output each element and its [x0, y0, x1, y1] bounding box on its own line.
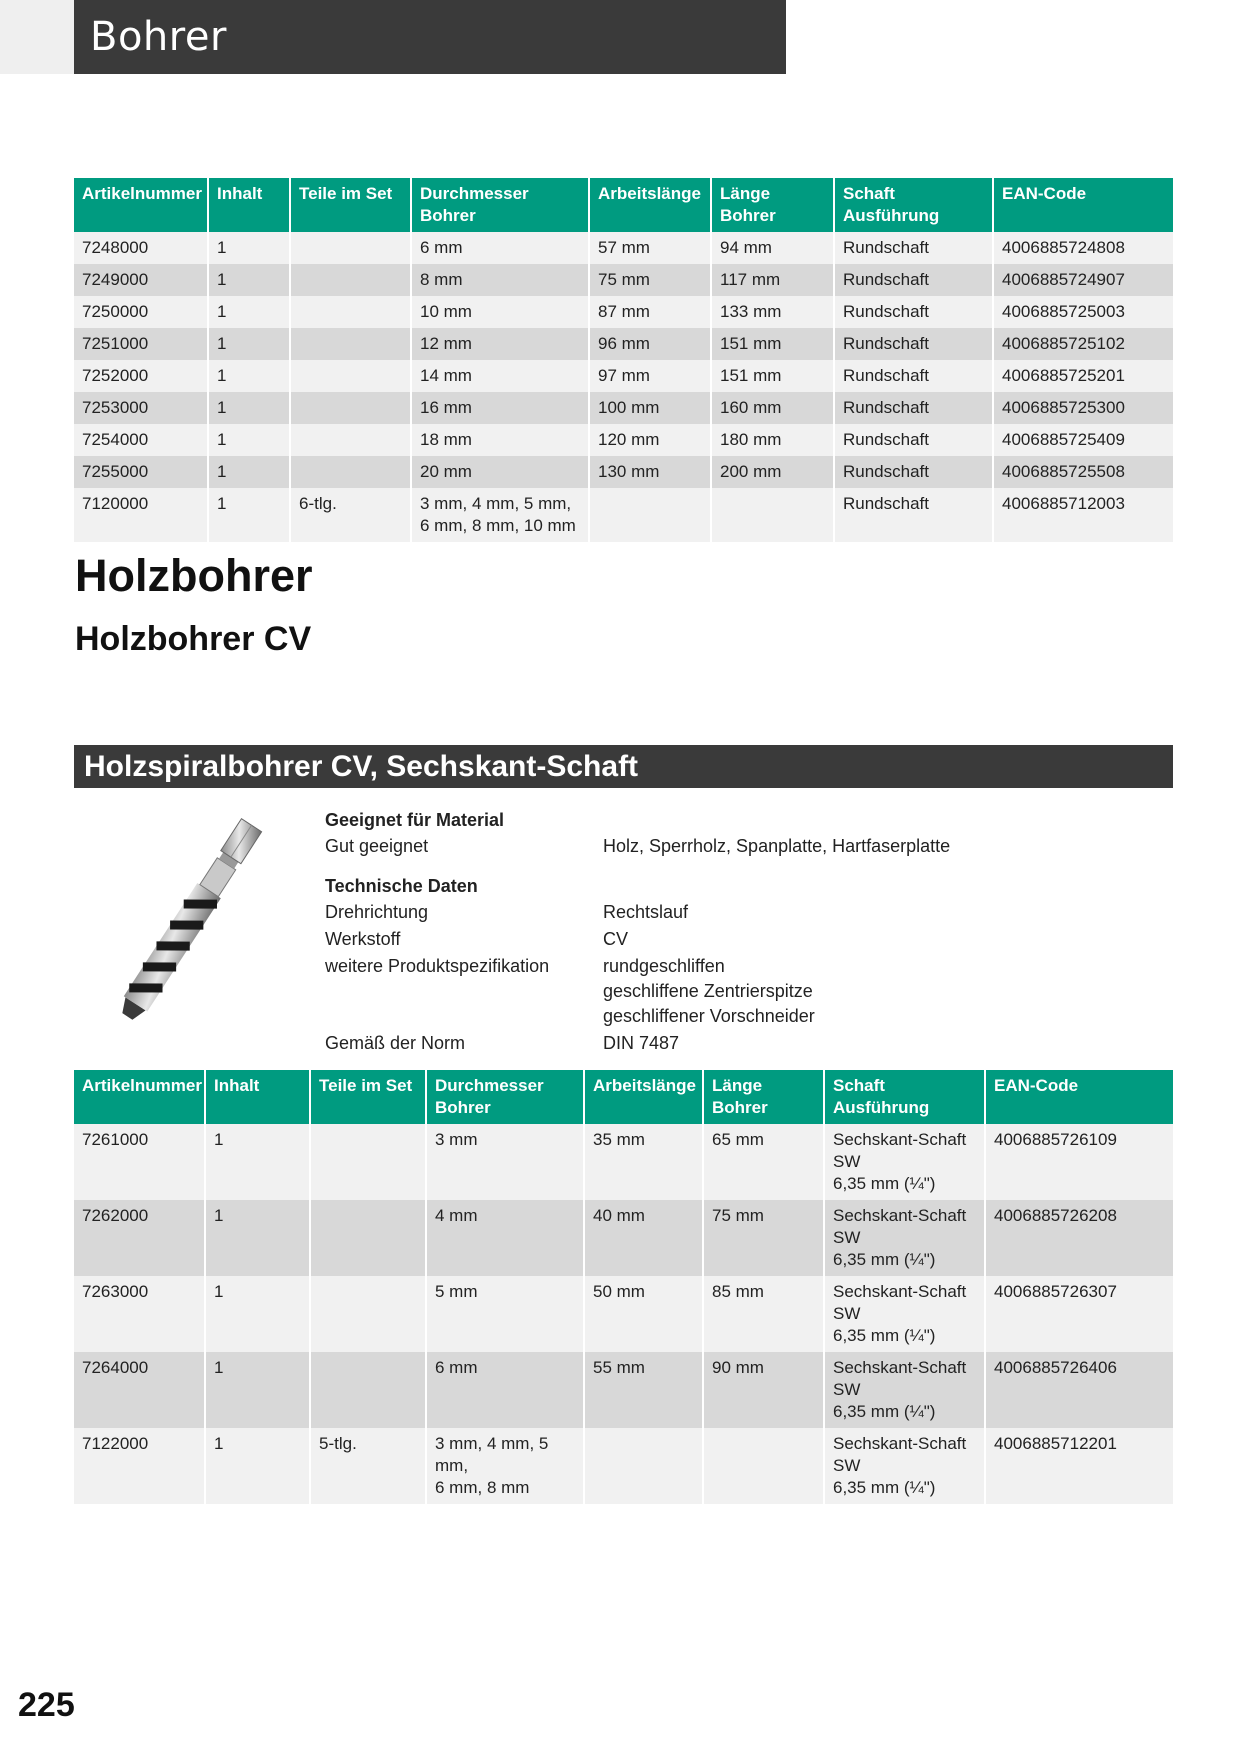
table-cell: 6 mm	[411, 232, 589, 264]
table-cell: 75 mm	[703, 1200, 824, 1276]
table-cell: 151 mm	[711, 360, 834, 392]
table-cell: 96 mm	[589, 328, 711, 360]
table-cell: 1	[208, 392, 290, 424]
table-cell: 4006885724907	[993, 264, 1173, 296]
spec-value: rundgeschliffen	[603, 956, 725, 976]
table-cell: 4 mm	[426, 1200, 584, 1276]
column-header: Länge Bohrer	[711, 178, 834, 232]
table-cell: 75 mm	[589, 264, 711, 296]
table-cell: Sechskant-Schaft SW 6,35 mm (¼")	[824, 1352, 985, 1428]
table-cell: 1	[205, 1200, 310, 1276]
table-cell: 160 mm	[711, 392, 834, 424]
table-cell: 200 mm	[711, 456, 834, 488]
table-cell: 180 mm	[711, 424, 834, 456]
table-cell: 97 mm	[589, 360, 711, 392]
table-cell: 120 mm	[589, 424, 711, 456]
column-header: EAN-Code	[993, 178, 1173, 232]
table-cell: 1	[205, 1276, 310, 1352]
table-cell: 7120000	[74, 488, 208, 542]
table-cell: 4006885726406	[985, 1352, 1173, 1428]
table-cell: 5-tlg.	[310, 1428, 426, 1504]
table-cell	[310, 1200, 426, 1276]
table-cell: Sechskant-Schaft SW 6,35 mm (¼")	[824, 1428, 985, 1504]
product-table-holzspiralbohrer	[74, 1070, 1173, 1504]
spec-value: geschliffene Zentrierspitze	[603, 981, 813, 1001]
table-cell: 7248000	[74, 232, 208, 264]
table-cell: 151 mm	[711, 328, 834, 360]
product-section-title: Holzspiralbohrer CV, Sechskant-Schaft	[74, 745, 1173, 788]
table-cell: 1	[208, 232, 290, 264]
table-cell: 16 mm	[411, 392, 589, 424]
table-cell	[589, 488, 711, 542]
table-row	[74, 1428, 1173, 1504]
column-header: Schaft Ausführung	[824, 1070, 985, 1124]
table-cell: 57 mm	[589, 232, 711, 264]
table-cell: 85 mm	[703, 1276, 824, 1352]
column-header: Arbeitslänge	[584, 1070, 703, 1124]
table-cell: 65 mm	[703, 1124, 824, 1200]
table-cell	[711, 488, 834, 542]
table-cell: 7252000	[74, 360, 208, 392]
table-cell: 7253000	[74, 392, 208, 424]
table-row	[74, 232, 1173, 264]
table-cell	[290, 264, 411, 296]
table-cell: Rundschaft	[834, 328, 993, 360]
table-cell: 4006885725201	[993, 360, 1173, 392]
table-cell: Rundschaft	[834, 488, 993, 542]
table-row	[74, 264, 1173, 296]
table-cell: 14 mm	[411, 360, 589, 392]
drill-bit-image	[70, 800, 310, 1040]
table-cell: 4006885726109	[985, 1124, 1173, 1200]
table-cell: Sechskant-Schaft SW 6,35 mm (¼")	[824, 1276, 985, 1352]
table-cell: Rundschaft	[834, 392, 993, 424]
table-cell: Rundschaft	[834, 232, 993, 264]
product-table-bohrer	[74, 178, 1173, 542]
table-row	[74, 1124, 1173, 1200]
table-row	[74, 360, 1173, 392]
table-cell: 4006885712201	[985, 1428, 1173, 1504]
table-row	[74, 328, 1173, 360]
table-cell: 7255000	[74, 456, 208, 488]
table-cell: 1	[208, 328, 290, 360]
column-header: Schaft Ausführung	[834, 178, 993, 232]
table-header-row	[74, 1070, 1173, 1124]
table-cell: 10 mm	[411, 296, 589, 328]
table-cell	[310, 1352, 426, 1428]
table-cell	[290, 328, 411, 360]
column-header: Durchmesser Bohrer	[426, 1070, 584, 1124]
table-row	[74, 488, 1173, 542]
table-cell: 4006885725102	[993, 328, 1173, 360]
table-cell: 1	[205, 1428, 310, 1504]
column-header: Artikelnummer	[74, 178, 208, 232]
table-cell: 6-tlg.	[290, 488, 411, 542]
table-cell: 90 mm	[703, 1352, 824, 1428]
table-cell: 1	[208, 264, 290, 296]
table-row	[74, 296, 1173, 328]
table-cell: 8 mm	[411, 264, 589, 296]
table-cell: 1	[208, 488, 290, 542]
spec-value: CV	[603, 929, 629, 949]
table-cell: 5 mm	[426, 1276, 584, 1352]
page-number: 225	[18, 1686, 75, 1724]
table-cell: 7254000	[74, 424, 208, 456]
table-cell: 4006885725409	[993, 424, 1173, 456]
table-cell	[290, 424, 411, 456]
table-cell: 7250000	[74, 296, 208, 328]
spec-value: Holz, Sperrholz, Spanplatte, Hartfaserplatte	[603, 836, 951, 856]
column-header: Länge Bohrer	[703, 1070, 824, 1124]
spec-label: weitere Produktspezifikation	[325, 956, 550, 976]
table-cell	[290, 392, 411, 424]
table-cell	[310, 1276, 426, 1352]
table-cell: 1	[205, 1352, 310, 1428]
table-cell	[290, 296, 411, 328]
table-cell: 7264000	[74, 1352, 205, 1428]
table-cell	[310, 1124, 426, 1200]
table-cell: 35 mm	[584, 1124, 703, 1200]
spec-label: Gemäß der Norm	[325, 1033, 466, 1053]
table-cell: 1	[205, 1124, 310, 1200]
table-cell: 1	[208, 360, 290, 392]
table-cell: 4006885725003	[993, 296, 1173, 328]
table-row	[74, 1352, 1173, 1428]
section-heading: Holzbohrer	[75, 550, 313, 601]
table-cell: 3 mm, 4 mm, 5 mm, 6 mm, 8 mm	[426, 1428, 584, 1504]
table-cell: 18 mm	[411, 424, 589, 456]
spec-label: Drehrichtung	[325, 902, 429, 922]
table-cell: Rundschaft	[834, 264, 993, 296]
spec-value: DIN 7487	[603, 1033, 680, 1053]
table-cell: 1	[208, 424, 290, 456]
spec-value: geschliffener Vorschneider	[603, 1006, 815, 1026]
table-cell: 130 mm	[589, 456, 711, 488]
spec-material-heading: Geeignet für Material	[325, 810, 505, 830]
column-header: Inhalt	[208, 178, 290, 232]
table-cell: 7251000	[74, 328, 208, 360]
table-cell: Sechskant-Schaft SW 6,35 mm (¼")	[824, 1200, 985, 1276]
table-cell: 4006885712003	[993, 488, 1173, 542]
column-header: Teile im Set	[310, 1070, 426, 1124]
table-cell: 4006885726307	[985, 1276, 1173, 1352]
table-row	[74, 456, 1173, 488]
table-cell: 94 mm	[711, 232, 834, 264]
subsection-heading: Holzbohrer CV	[75, 620, 312, 658]
spec-label: Werkstoff	[325, 929, 401, 949]
table-row	[74, 1276, 1173, 1352]
table-cell: 4006885724808	[993, 232, 1173, 264]
table-cell	[584, 1428, 703, 1504]
column-header: Arbeitslänge	[589, 178, 711, 232]
table-cell: Sechskant-Schaft SW 6,35 mm (¼")	[824, 1124, 985, 1200]
table-cell: 12 mm	[411, 328, 589, 360]
table-cell: Rundschaft	[834, 456, 993, 488]
column-header: Inhalt	[205, 1070, 310, 1124]
table-cell: 3 mm	[426, 1124, 584, 1200]
spec-tech-heading: Technische Daten	[325, 876, 478, 896]
table-cell: 4006885725300	[993, 392, 1173, 424]
table-cell: 117 mm	[711, 264, 834, 296]
table-cell: 133 mm	[711, 296, 834, 328]
spec-value: Rechtslauf	[603, 902, 689, 922]
table-cell: Rundschaft	[834, 360, 993, 392]
table-header-row	[74, 178, 1173, 232]
table-cell: 7122000	[74, 1428, 205, 1504]
table-cell: Rundschaft	[834, 296, 993, 328]
table-cell	[290, 360, 411, 392]
table-cell: 55 mm	[584, 1352, 703, 1428]
table-cell: 3 mm, 4 mm, 5 mm, 6 mm, 8 mm, 10 mm	[411, 488, 589, 542]
table-cell: 100 mm	[589, 392, 711, 424]
table-cell	[290, 456, 411, 488]
table-row	[74, 392, 1173, 424]
table-cell: 1	[208, 296, 290, 328]
table-cell: 4006885725508	[993, 456, 1173, 488]
table-cell: 20 mm	[411, 456, 589, 488]
table-cell: 1	[208, 456, 290, 488]
page-title: Bohrer	[74, 0, 786, 74]
column-header: Durchmesser Bohrer	[411, 178, 589, 232]
column-header: Teile im Set	[290, 178, 411, 232]
table-cell: 40 mm	[584, 1200, 703, 1276]
table-cell: 50 mm	[584, 1276, 703, 1352]
table-row	[74, 424, 1173, 456]
table-cell: 7249000	[74, 264, 208, 296]
table-cell: Rundschaft	[834, 424, 993, 456]
column-header: Artikelnummer	[74, 1070, 205, 1124]
table-cell: 4006885726208	[985, 1200, 1173, 1276]
table-row	[74, 1200, 1173, 1276]
table-cell	[290, 232, 411, 264]
table-cell	[703, 1428, 824, 1504]
table-cell: 87 mm	[589, 296, 711, 328]
table-cell: 6 mm	[426, 1352, 584, 1428]
table-cell: 7262000	[74, 1200, 205, 1276]
table-cell: 7263000	[74, 1276, 205, 1352]
column-header: EAN-Code	[985, 1070, 1173, 1124]
header-accent	[0, 0, 74, 74]
table-cell: 7261000	[74, 1124, 205, 1200]
spec-label: Gut geeignet	[325, 836, 429, 856]
